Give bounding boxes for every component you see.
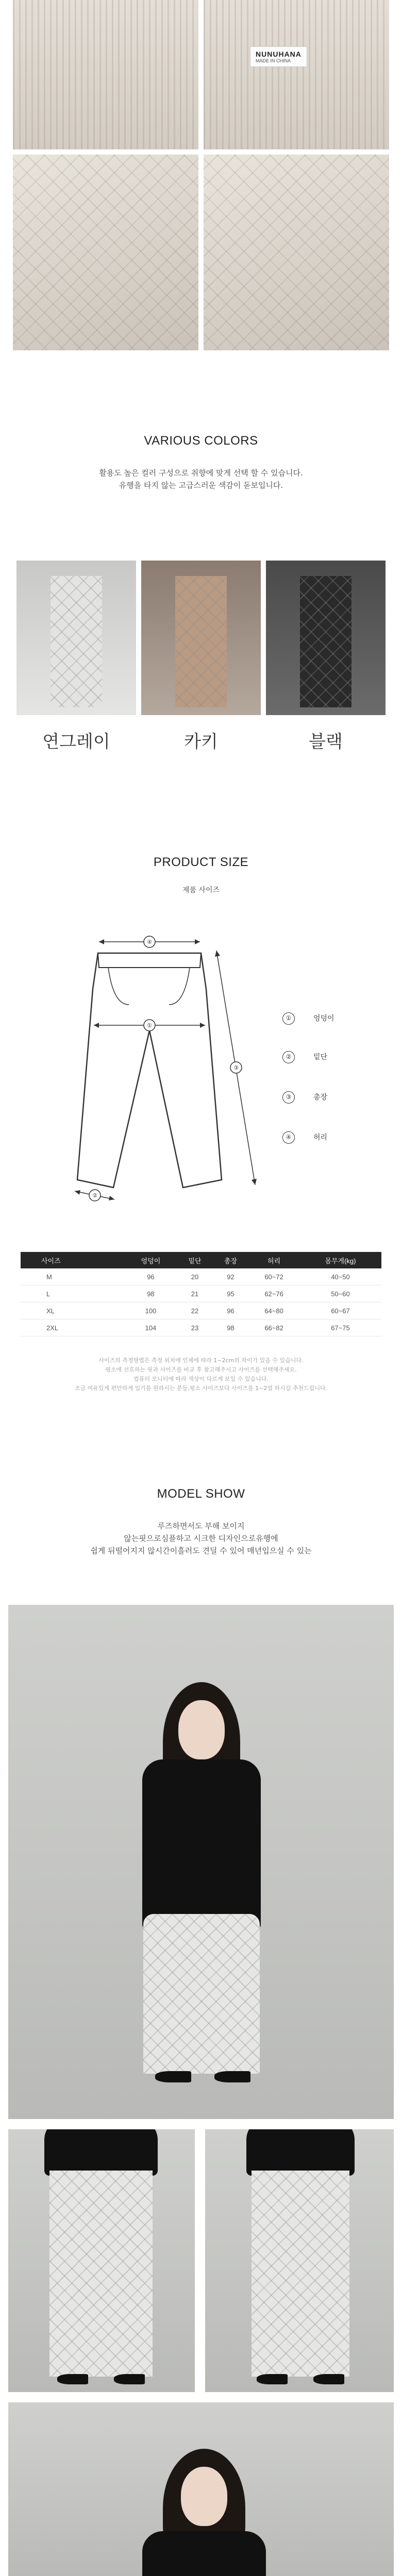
- table-cell: 96: [125, 1268, 177, 1285]
- detail-photo-label: [204, 0, 389, 149]
- table-cell: 64~80: [248, 1302, 299, 1319]
- legend-item-hip: ① 엉덩이: [282, 1012, 334, 1025]
- color-swatch-lightgray: [16, 561, 136, 715]
- color-name-lightgray: 연그레이: [42, 732, 110, 752]
- diagram-mark-hip: ①: [147, 1022, 152, 1029]
- table-cell: XL: [21, 1302, 125, 1319]
- color-name-black: 블랙: [309, 732, 343, 752]
- table-cell: 60~72: [248, 1268, 299, 1285]
- table-cell: 92: [213, 1268, 248, 1285]
- table-cell: 40~50: [299, 1268, 381, 1285]
- diagram-mark-waist: ④: [147, 939, 152, 945]
- table-cell: 23: [177, 1319, 212, 1336]
- legend-item-hem: ② 밑단: [282, 1051, 327, 1063]
- size-note-2: 평소에 선호하는 핏과 사이즈를 비교 후 참고해주시고 사이즈를 선택해주세요.: [105, 1366, 297, 1373]
- size-note-1: 사이즈의 측정방법은 측정 위치에 인체에 따라 1~2cm의 차이가 있을 수 있습니다.: [98, 1357, 304, 1364]
- size-table: [21, 1252, 381, 1336]
- size-table-header: 총장: [213, 1252, 248, 1268]
- model-show-title: MODEL SHOW: [157, 1487, 245, 1501]
- size-table-header: 몸무게(kg): [299, 1252, 381, 1268]
- model-photo-closeup: [8, 2402, 394, 2576]
- size-table-header: 허리: [248, 1252, 299, 1268]
- legend-item-length: ③ 총장: [282, 1091, 327, 1104]
- table-row: [21, 1268, 381, 1285]
- detail-photo-quilting: [204, 155, 389, 350]
- size-table-header: 사이즈: [21, 1252, 125, 1268]
- model-photo-side-detail: [205, 2129, 394, 2392]
- table-cell: 62~76: [248, 1285, 299, 1302]
- table-row: [21, 1302, 381, 1319]
- table-row: [21, 1285, 381, 1302]
- size-table-header-row: [21, 1252, 381, 1268]
- size-note-4: 조금 여유있게 편안하게 입기를 원하시는 분들,평소 사이즈보다 사이즈를 1~2업 하시길 추천드립니다.: [74, 1385, 328, 1392]
- table-cell: 60~67: [299, 1302, 381, 1319]
- table-cell: M: [21, 1268, 125, 1285]
- color-swatch-black: [266, 561, 386, 715]
- diagram-mark-length: ③: [233, 1064, 239, 1071]
- detail-photo-waistband: [13, 0, 198, 149]
- brand-label: NUNUHANA MADE IN CHINA: [250, 46, 307, 67]
- table-cell: 22: [177, 1302, 212, 1319]
- size-subtitle: 제품 사이즈: [182, 886, 220, 894]
- size-note-3: 컴퓨터 모니터에 따라 색상이 다르게 보일 수 있습니다.: [133, 1376, 269, 1382]
- color-name-khaki: 카키: [184, 732, 218, 752]
- table-cell: 98: [213, 1319, 248, 1336]
- table-cell: 21: [177, 1285, 212, 1302]
- table-cell: 95: [213, 1285, 248, 1302]
- size-table-header: 밑단: [177, 1252, 212, 1268]
- table-cell: 2XL: [21, 1319, 125, 1336]
- table-cell: 50~60: [299, 1285, 381, 1302]
- table-cell: 98: [125, 1285, 177, 1302]
- model-desc-line3: 쉽게 뒤떨어지지 않시간이흘러도 견딜 수 있어 매년입으실 수 있는: [90, 1546, 312, 1555]
- color-swatch-khaki: [141, 561, 261, 715]
- colors-title: VARIOUS COLORS: [144, 434, 258, 448]
- model-photo-front-detail: [8, 2129, 195, 2392]
- colors-description-line1: 활용도 높은 컬러 구성으로 취향에 맞게 선택 할 수 있습니다.: [99, 468, 303, 478]
- table-cell: 67~75: [299, 1319, 381, 1336]
- table-cell: 20: [177, 1268, 212, 1285]
- size-table-header: 엉덩이: [125, 1252, 177, 1268]
- table-cell: 96: [213, 1302, 248, 1319]
- detail-photo-pocket: [13, 155, 198, 350]
- table-cell: 66~82: [248, 1319, 299, 1336]
- table-cell: 100: [125, 1302, 177, 1319]
- model-desc-line2: 않는핏으로심플하고 시크한 디자인으로유행에: [124, 1534, 278, 1543]
- legend-item-waist: ④ 허리: [282, 1131, 327, 1144]
- model-photo-full: [8, 1605, 394, 2119]
- diagram-mark-hem: ②: [92, 1192, 97, 1199]
- size-title: PRODUCT SIZE: [153, 855, 249, 869]
- colors-description-line2: 유행을 타지 않는 고급스러운 색감이 돋보입니다.: [119, 481, 283, 490]
- table-cell: L: [21, 1285, 125, 1302]
- table-cell: 104: [125, 1319, 177, 1336]
- pants-size-diagram: [52, 927, 268, 1216]
- model-desc-line1: 루즈하면서도 부해 보이지: [157, 1521, 245, 1531]
- table-row: [21, 1319, 381, 1336]
